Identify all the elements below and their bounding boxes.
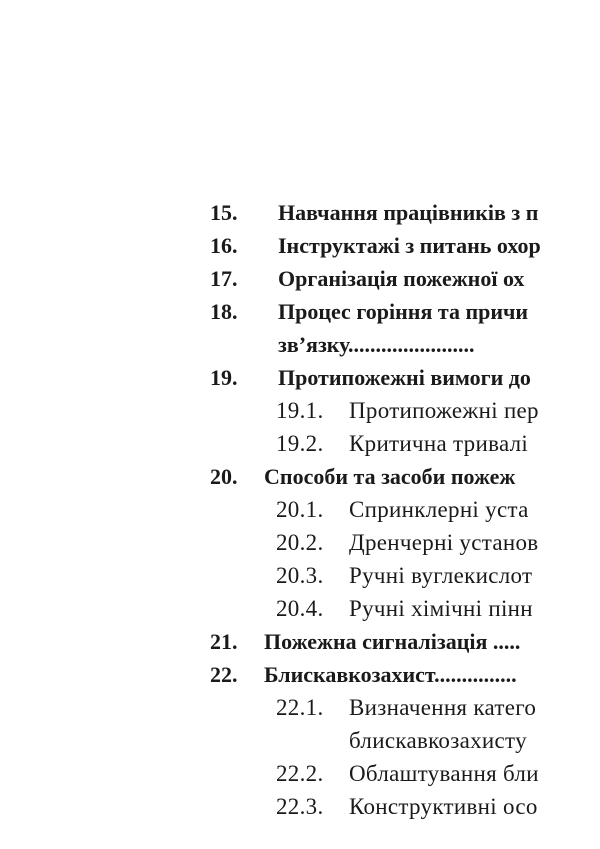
toc-subentry-title: Дренчерні установ	[349, 530, 539, 555]
toc-subentry-22-1-continuation	[0, 724, 600, 757]
toc-entry-title: Інструктажі з питань охор	[278, 233, 541, 258]
toc-subentry-22-1	[0, 691, 600, 724]
toc-subentry-22-3	[0, 790, 600, 823]
toc-subentry-number: 22.1.	[276, 695, 324, 720]
table-of-contents	[0, 196, 600, 823]
toc-entry-title: Блискавкозахист...............	[264, 662, 517, 687]
toc-entry-title: Організація пожежної ох	[278, 266, 525, 291]
toc-entry-number: 22.	[210, 662, 238, 687]
toc-subentry-title: Ручні вуглекислот	[349, 563, 533, 588]
toc-entry-title: Пожежна сигналізація .....	[264, 629, 521, 654]
toc-entry-19	[0, 361, 600, 394]
toc-entry-number: 17.	[210, 266, 238, 291]
toc-subentry-20-1	[0, 493, 600, 526]
toc-subentry-number: 20.4.	[276, 596, 324, 621]
toc-subentry-number: 19.2.	[276, 431, 324, 456]
toc-subentry-19-2	[0, 427, 600, 460]
toc-entry-17	[0, 262, 600, 295]
toc-entry-title: Способи та засоби пожеж	[264, 464, 516, 489]
toc-subentry-title: Протипожежні пер	[349, 398, 539, 423]
toc-subentry-title: Критична тривалі	[349, 431, 529, 456]
toc-subentry-number: 22.2.	[276, 761, 324, 786]
toc-entry-16	[0, 229, 600, 262]
toc-entry-title: Навчання працівників з п	[278, 200, 539, 225]
toc-entry-number: 21.	[210, 629, 238, 654]
toc-subentry-number: 20.2.	[276, 530, 324, 555]
toc-entry-18	[0, 295, 600, 328]
toc-entry-title: Протипожежні вимоги до	[278, 365, 531, 390]
toc-entry-number: 20.	[210, 464, 238, 489]
toc-subentry-number: 20.1.	[276, 497, 324, 522]
toc-entry-title-continuation: зв’язку.......................	[278, 332, 475, 357]
toc-entry-22	[0, 658, 600, 691]
toc-subentry-22-2	[0, 757, 600, 790]
toc-entry-21	[0, 625, 600, 658]
toc-entry-number: 15.	[210, 200, 238, 225]
toc-entry-20	[0, 460, 600, 493]
toc-subentry-number: 20.3.	[276, 563, 324, 588]
toc-subentry-number: 22.3.	[276, 794, 324, 819]
toc-subentry-20-2	[0, 526, 600, 559]
toc-subentry-20-3	[0, 559, 600, 592]
toc-entry-18-continuation	[0, 328, 600, 361]
toc-subentry-19-1	[0, 394, 600, 427]
toc-subentry-title: Спринклерні уста	[349, 497, 529, 522]
toc-subentry-title: Ручні хімічні пінн	[349, 596, 533, 621]
toc-subentry-number: 19.1.	[276, 398, 324, 423]
toc-entry-title: Процес горіння та причи	[278, 299, 529, 324]
toc-subentry-title: Визначення катего	[349, 695, 537, 720]
toc-subentry-title-continuation: блискавкозахисту	[349, 728, 527, 753]
toc-entry-15	[0, 196, 600, 229]
toc-entry-number: 18.	[210, 299, 238, 324]
toc-subentry-title: Облаштування бли	[349, 761, 539, 786]
toc-entry-number: 19.	[210, 365, 238, 390]
toc-entry-number: 16.	[210, 233, 238, 258]
toc-subentry-20-4	[0, 592, 600, 625]
toc-subentry-title: Конструктивні осо	[349, 794, 538, 819]
